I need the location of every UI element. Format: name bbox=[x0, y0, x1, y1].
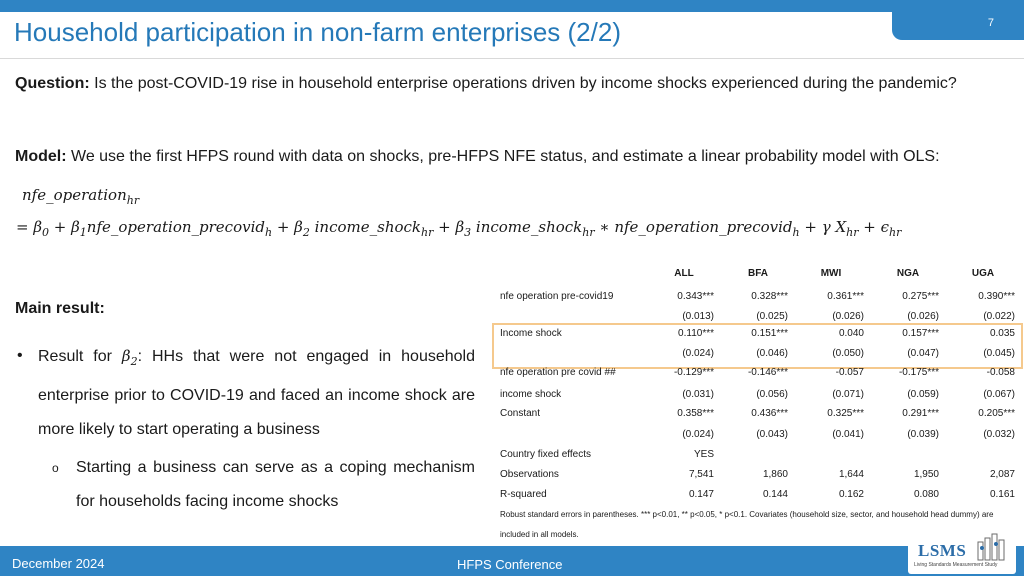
title-divider bbox=[0, 58, 1024, 59]
table-cell: 0.161 bbox=[989, 489, 1015, 500]
table-cell: (0.046) bbox=[756, 348, 788, 359]
table-cell: (0.022) bbox=[983, 311, 1015, 322]
table-cell: (0.039) bbox=[907, 429, 939, 440]
main-result-heading: Main result: bbox=[15, 300, 105, 317]
row-label: Income shock bbox=[500, 328, 562, 339]
col-header: UGA bbox=[971, 268, 995, 279]
row-label: R-squared bbox=[500, 489, 547, 500]
table-cell: (0.024) bbox=[682, 348, 714, 359]
table-cell: 0.040 bbox=[838, 328, 864, 339]
row-label: Constant bbox=[500, 408, 541, 419]
table-cell: -0.175*** bbox=[898, 367, 939, 378]
model-text: We use the first HFPS round with data on shocks, pre-HFPS NFE status, and estimate a linear probability model with OLS: bbox=[71, 148, 940, 165]
table-cell: (0.025) bbox=[756, 311, 788, 322]
table-cell: 0.291*** bbox=[902, 408, 939, 419]
table-row bbox=[496, 408, 1020, 424]
table-row bbox=[496, 328, 1020, 344]
table-cell: (0.024) bbox=[682, 429, 714, 440]
table-cell: 0.035 bbox=[989, 328, 1015, 339]
table-cell: 1,644 bbox=[838, 469, 864, 480]
table-cell: (0.050) bbox=[832, 348, 864, 359]
footer-date: December 2024 bbox=[12, 556, 105, 571]
table-footnote: Robust standard errors in parentheses. *** p<0.01, ** p<0.05, * p<0.1. Covariates (household size, sector, and household head dummy) are included in all models. bbox=[500, 510, 994, 539]
table-cell: YES bbox=[693, 449, 714, 460]
table-cell: 1,860 bbox=[762, 469, 788, 480]
table-cell: 2,087 bbox=[989, 469, 1015, 480]
table-cell: 0.436*** bbox=[751, 408, 788, 419]
lsms-logo bbox=[908, 529, 1016, 574]
row-label: Observations bbox=[500, 469, 559, 480]
table-cell: (0.026) bbox=[907, 311, 939, 322]
row-label: Country fixed effects bbox=[500, 449, 591, 460]
table-cell: 0.361*** bbox=[827, 291, 864, 302]
bullet1-suffix: : HHs that were not engaged in household enterprise prior to COVID-19 and faced an income shock are more likely to start operating a business bbox=[38, 348, 475, 438]
logo-subtitle: Living Standards Measurement Study bbox=[914, 562, 998, 568]
table-row bbox=[496, 449, 1020, 465]
table-cell: -0.146*** bbox=[747, 367, 788, 378]
table-header-row bbox=[496, 268, 1020, 284]
circle-bullet-icon: o bbox=[52, 461, 59, 475]
table-cell: 0.110*** bbox=[678, 328, 714, 339]
col-header: NGA bbox=[896, 268, 920, 279]
table-cell: (0.047) bbox=[907, 348, 939, 359]
result-bullet-text bbox=[38, 339, 475, 447]
table-cell: -0.057 bbox=[835, 367, 864, 378]
beta2-symbol: $\beta_2$ bbox=[121, 347, 138, 368]
table-row bbox=[496, 389, 1020, 405]
table-row bbox=[496, 311, 1020, 327]
table-cell: (0.045) bbox=[983, 348, 1015, 359]
equation-lhs: nfe_operation$_{hr}$ bbox=[22, 186, 140, 207]
table-cell: 0.390*** bbox=[978, 291, 1015, 302]
col-header: BFA bbox=[748, 268, 768, 279]
table-cell: (0.041) bbox=[832, 429, 864, 440]
table-row bbox=[496, 348, 1020, 364]
col-header: ALL bbox=[674, 268, 694, 279]
bullet-dot-icon: • bbox=[17, 347, 23, 364]
table-row bbox=[496, 291, 1020, 307]
sub-bullet bbox=[52, 451, 475, 519]
table-cell: 0.343*** bbox=[677, 291, 714, 302]
table-cell: 0.147 bbox=[688, 489, 714, 500]
table-cell: 1,950 bbox=[913, 469, 939, 480]
table-cell: 0.157*** bbox=[902, 328, 939, 339]
table-cell: (0.071) bbox=[832, 389, 864, 400]
model-label: Model: bbox=[15, 148, 67, 165]
table-row bbox=[496, 469, 1020, 485]
table-row bbox=[496, 489, 1020, 505]
table-cell: 0.144 bbox=[762, 489, 788, 500]
table-cell: (0.031) bbox=[682, 389, 714, 400]
table-row bbox=[496, 429, 1020, 445]
question-text: Is the post-COVID-19 rise in household enterprise operations driven by income shocks experienced during the pandemic? bbox=[94, 75, 957, 92]
table-cell: 0.162 bbox=[838, 489, 864, 500]
table-cell: 7,541 bbox=[688, 469, 714, 480]
table-cell: (0.067) bbox=[983, 389, 1015, 400]
table-cell: 0.358*** bbox=[677, 408, 714, 419]
result-bullet bbox=[15, 339, 475, 447]
logo-people-icon bbox=[972, 532, 1012, 562]
table-cell: 0.205*** bbox=[978, 408, 1015, 419]
model-paragraph bbox=[15, 143, 1020, 171]
bullet1-prefix: Result for bbox=[38, 348, 122, 365]
col-header: MWI bbox=[820, 268, 842, 279]
row-label: nfe operation pre-covid19 bbox=[500, 291, 614, 302]
row-label: income shock bbox=[500, 389, 562, 400]
table-cell: 0.275*** bbox=[902, 291, 939, 302]
sub-bullet-text: Starting a business can serve as a coping mechanism for households facing income shocks bbox=[76, 459, 475, 510]
table-cell: -0.058 bbox=[986, 367, 1015, 378]
page-number: 7 bbox=[987, 17, 994, 29]
row-label: nfe operation pre covid ## bbox=[500, 367, 616, 378]
table-cell: 0.151*** bbox=[751, 328, 788, 339]
table-cell: 0.325*** bbox=[827, 408, 864, 419]
table-row bbox=[496, 367, 1020, 383]
table-cell: (0.056) bbox=[756, 389, 788, 400]
table-cell: (0.043) bbox=[756, 429, 788, 440]
footer-bar bbox=[0, 546, 1024, 576]
equation-rhs: = $\beta_0$ + $\beta_1nfe\_operation\_precovid_h + \beta_2$ income_shock$_{hr}$ + $\beta_3$ income_shock$_{hr}$ ∗ nfe_operation_precovid$_h$ + γ $X_{hr} + \epsilon_{hr}$ bbox=[16, 218, 902, 239]
footer-conference: HFPS Conference bbox=[457, 557, 563, 572]
slide-title: Household participation in non-farm enterprises (2/2) bbox=[14, 17, 621, 47]
table-cell: 0.328*** bbox=[751, 291, 788, 302]
table-cell: (0.059) bbox=[907, 389, 939, 400]
table-cell: 0.080 bbox=[913, 489, 939, 500]
table-cell: (0.013) bbox=[682, 311, 714, 322]
table-cell: (0.026) bbox=[832, 311, 864, 322]
question-label: Question: bbox=[15, 75, 90, 92]
page-number-tab bbox=[892, 9, 1024, 40]
question-paragraph bbox=[15, 66, 1016, 101]
table-cell: -0.129*** bbox=[673, 367, 714, 378]
top-accent-bar bbox=[0, 0, 1024, 12]
table-cell: (0.032) bbox=[983, 429, 1015, 440]
logo-text: LSMS bbox=[918, 541, 967, 560]
